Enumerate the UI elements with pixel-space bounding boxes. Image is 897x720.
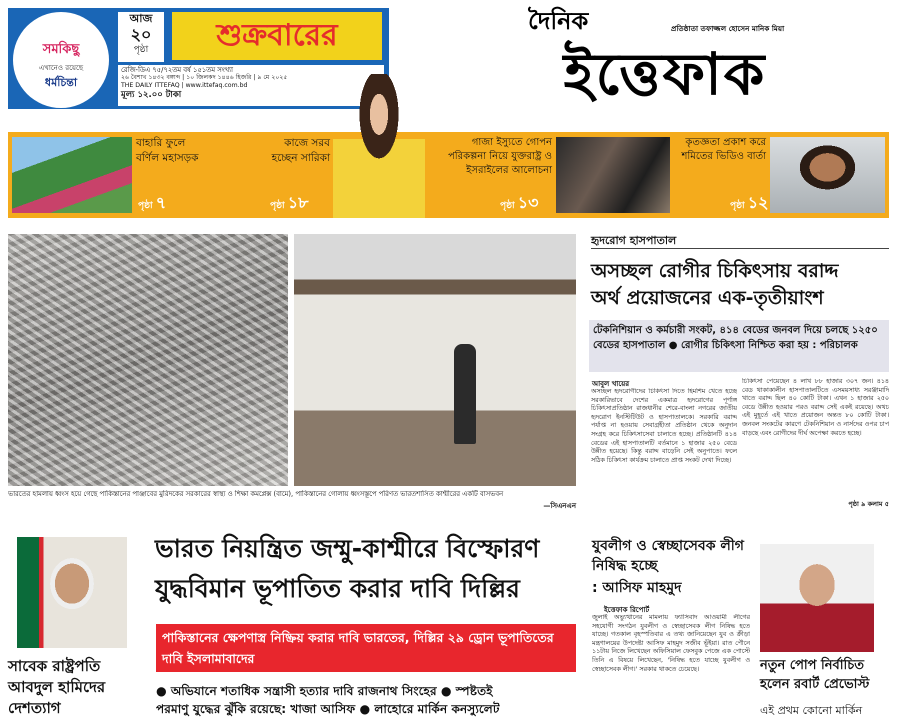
main-bullet-1: ● অভিযানে শতাধিক সন্ত্রাসী হত্যার দাবি রাজনাথ সিংহের ● স্পষ্টতই bbox=[156, 684, 493, 698]
kashmir-house-photo bbox=[294, 234, 576, 486]
teaser-4-text[interactable]: কৃতজ্ঞতা প্রকাশ করে শমিতের ভিডিও বার্তা bbox=[681, 137, 766, 162]
page-label: পৃষ্ঠা bbox=[270, 201, 285, 211]
hamid-headline[interactable]: সাবেক রাষ্ট্রপতি আবদুল হামিদের দেশত্যাগ bbox=[8, 657, 106, 717]
teaser-3-page bbox=[500, 190, 539, 217]
kicker-rule bbox=[591, 248, 889, 249]
teaser-4-photo bbox=[770, 137, 885, 213]
hospital-col-2: চিকিৎসা পেয়েছেন ৪ লাখ ৮৮ হাজার ৩০৭ জন। ৪১৪ বেড থাকাকালীন হাসপাতালটিতে এসময়সাধ্য সরঞ্জামাদি খাতে বরাদ্দ ছিল ৪০ কোটি টাকা। এখন ১ হাজার ২৫০ বেডে উন্নীত হওয়ার পরও বরাদ্দ সেই একই রয়েছে। অথচ এই মুহূর্তে এই খাতে প্রয়োজন অন্তত ৮০ কোটি টাকা। জনবল সংকটের কারণে টেকনিশিয়ান ও নার্সদের ওপর চাপ বাড়ছে এবং রোগীদের দীর্ঘ অপেক্ষা করতে হচ্ছে। bbox=[742, 378, 889, 437]
today-pages-box bbox=[118, 12, 164, 62]
pages-word: পৃষ্ঠা bbox=[133, 45, 149, 55]
page-number: ৭ bbox=[155, 193, 167, 212]
brand-top: দৈনিক bbox=[528, 7, 589, 35]
awami-headline[interactable]: যুবলীগ ও স্বেচ্ছাসেবক লীগ নিষিদ্ধ হচ্ছে bbox=[592, 538, 744, 574]
teaser-2-text[interactable]: কাজে সরব হচ্ছেন সারিকা bbox=[271, 137, 330, 164]
page-number: ১৩ bbox=[517, 193, 539, 212]
page-number: ১৮ bbox=[287, 193, 309, 212]
caption-text: ভারতের হামলায় ধ্বংস হয়ে গেছে পাকিস্তানের পাঞ্জাবের মুরিদকের সরকারের স্বাস্থ্য ও শিক্ষা কমপ্লেক্স (বামে), পাকিস্তানের গোলায় ধ্বংসস্তূপে পরিণত ভারতশাসিত কাশ্মীরের একটি বাসভবন bbox=[8, 490, 504, 498]
hospital-col-1: অসচ্ছল হৃদরোগীদের চিকিৎসা দিতে হিমশিম খেতে হচ্ছে সরকারিভাবে দেশের একমাত্র হৃদরোগের পূর্ণাঙ্গ চিকিৎসাপ্রতিষ্ঠান রাজধানীর শেরে-বাংলা নগরের জাতীয় হৃদরোগ ইনস্টিটিউট ও হাসপাতালকে। সরকারি বরাদ্দ পর্যাপ্ত না হওয়ায় সেবাগ্রহীতা প্রতিষ্ঠান থেকে অনুদান সংগ্রহ করে চিকিৎসাসেবা চালাতে হচ্ছে। প্রতিষ্ঠানটি ৪১৪ বেডের এই হাসপাতালটি বর্তমানে ১ হাজার ২৫০ বেডে উন্নীত হয়েছে। কিন্তু বরাদ্দ বাড়েনি সেই অনুপাতে। ফলে সঠিক চিকিৎসা কার্যক্রম চালাতে প্রাপ্ত সংকট দেখা দিচ্ছে। bbox=[591, 388, 737, 464]
brand-main: ইত্তেফাক bbox=[563, 40, 767, 108]
page-label: পৃষ্ঠা bbox=[730, 201, 745, 211]
teaser-1-text[interactable]: বাহারি ফুলে বর্ণিল মহাসড়ক bbox=[136, 137, 199, 164]
hospital-continued[interactable]: পৃষ্ঠা ৯ কলাম ৫ bbox=[848, 500, 889, 508]
logo-sub2: ধর্মচিন্তা bbox=[44, 76, 78, 89]
main-headline-1[interactable]: ভারত নিয়ন্ত্রিত জম্মু-কাশ্মীরে বিস্ফোরণ bbox=[155, 534, 540, 563]
shomokichu-logo bbox=[13, 12, 109, 108]
hospital-headline-1[interactable]: অসচ্ছল রোগীর চিকিৎসায় বরাদ্দ bbox=[591, 260, 839, 282]
main-red-band: পাকিস্তানের ক্ষেপণাস্ত্র নিষ্ক্রিয় করার দাবি ভারতের, দিল্লির ২৯ ড্রোন ভূপাতিতের দাবি ইসলামাবাদের bbox=[156, 624, 576, 672]
url-line: THE DAILY ITTEFAQ | www.ittefaq.com.bd bbox=[121, 82, 248, 89]
teaser-3-photo bbox=[556, 137, 670, 213]
price: মূল্য ১২.০০ টাকা bbox=[121, 90, 182, 100]
page-label: পৃষ্ঠা bbox=[138, 201, 153, 211]
logo-text: সমকিছু bbox=[42, 42, 80, 57]
teaser-1-photo bbox=[12, 137, 132, 213]
rubble-photo bbox=[8, 234, 288, 486]
masthead-left-box bbox=[8, 8, 389, 109]
founder-line: প্রতিষ্ঠাতা তফাজ্জল হোসেন মানিক মিয়া bbox=[671, 24, 785, 33]
teaser-3-text[interactable]: গাজা ইস্যুতে গোপন পরিকল্পনা নিয়ে যুক্তরাষ্ট্র ও ইসরাইলের আলোচনা bbox=[447, 137, 552, 176]
hamid-photo bbox=[17, 537, 127, 648]
hospital-subhead: টেকনিশিয়ান ও কর্মচারী সংকট, ৪১৪ বেডের জনবল দিয়ে চলছে ১২৫০ বেডের হাসপাতাল ● রোগীর চিকিৎসা নিশ্চিত করা হয় : পরিচালক bbox=[589, 320, 889, 372]
teaser-2-page bbox=[270, 190, 309, 217]
teaser-4-page bbox=[730, 190, 769, 217]
hospital-headline-2[interactable]: অর্থ প্রয়োজনের এক-তৃতীয়াংশ bbox=[591, 287, 824, 309]
awami-author: : আসিফ মাহমুদ bbox=[592, 580, 682, 596]
today-pages: ২০ bbox=[130, 25, 152, 44]
pope-headline[interactable]: নতুন পোপ নির্বাচিত হলেন রবার্ট প্রেভোস্ট bbox=[760, 658, 870, 692]
date-line: ২৬ বৈশাখ ১৪৩২ বঙ্গাব্দ | ১০ জিলকদ ১৪৪৬ হিজরি | ৯ মে ২০২৫ bbox=[121, 74, 288, 81]
main-headline-2[interactable]: যুদ্ধবিমান ভূপাতিত করার দাবি দিল্লির bbox=[155, 574, 520, 603]
page-number: ১২ bbox=[747, 193, 769, 212]
page-label: পৃষ্ঠা bbox=[500, 201, 515, 211]
day-banner: শুক্রবারের bbox=[172, 12, 382, 60]
photo-credit: —সিএনএন bbox=[543, 502, 576, 510]
hospital-kicker: হৃদরোগ হাসপাতাল bbox=[591, 234, 677, 247]
pope-lede: এই প্রথম কোনো মার্কিন bbox=[760, 704, 863, 717]
logo-sub1: এখানেও রয়েছে bbox=[38, 64, 84, 72]
reg-line: রেজি-ডিএ ৭৫/৭২তম বর্ষ ১৫১তম সংখ্যা bbox=[121, 66, 234, 74]
photo-caption bbox=[8, 490, 518, 510]
awami-byline: ইত্তেফাক রিপোর্ট bbox=[604, 606, 650, 614]
main-bullet-2: পরমাণু যুদ্ধের ঝুঁকি রয়েছে: খাজা আসিফ ● লাহোরে মার্কিন কনস্যুলেট bbox=[156, 702, 500, 716]
pope-photo bbox=[760, 544, 874, 652]
teaser-2-photo bbox=[333, 74, 425, 218]
hospital-byline: আবুল খায়ের bbox=[592, 380, 630, 388]
awami-body: জুলাই অভ্যুত্থানের মামলায় ফ্যাসিবাদ আওয়ামী লীগের সহযোগী সংগঠন যুবলীগ ও স্বেচ্ছাসেবক লীগ নিষিদ্ধ হতে যাচ্ছে। গতকাল বৃহস্পতিবার এ তথ্য জানিয়েছেন যুব ও ক্রীড়া মন্ত্রণালয়ের উপদেষ্টা আসিফ মাহমুদ সজীব ভূঁইয়া। রাত পৌনে ১১টায় নিজে লিখেছেন অফিসিয়াল ফেসবুক পেজে এক পোস্টে তিনি এ বিষয়ে লিখেছেন, 'নিষিদ্ধ হতে যাচ্ছে যুবলীগ ও স্বেচ্ছাসেবক লীগ।' সরকার থাকতে চেয়েছে। bbox=[592, 614, 750, 673]
today-label: আজ bbox=[129, 12, 153, 25]
standing-man bbox=[454, 344, 476, 444]
teaser-1-page bbox=[138, 190, 166, 217]
